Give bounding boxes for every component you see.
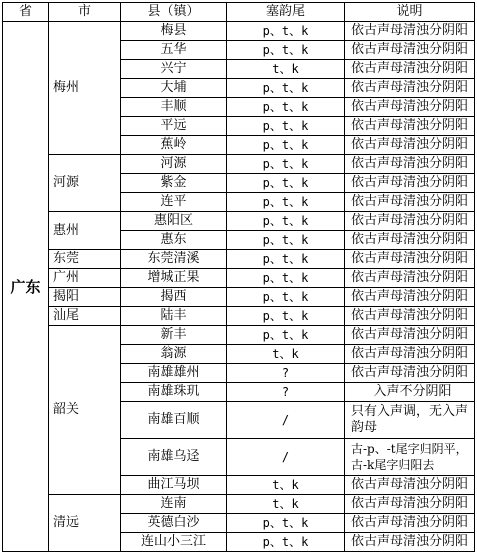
- city-cell: 揭阳: [49, 288, 121, 307]
- county-cell: 丰顺: [121, 98, 227, 117]
- county-cell: 紫金: [121, 174, 227, 193]
- coda-cell: t、k: [227, 345, 345, 364]
- note-cell: 依古声母清浊分阴阳: [345, 533, 475, 552]
- coda-cell: ?: [227, 364, 345, 383]
- coda-cell: p、t、k: [227, 174, 345, 193]
- note-cell: 只有入声调，无入声韵母: [345, 402, 475, 439]
- coda-cell: /: [227, 402, 345, 439]
- header-province: 省: [3, 3, 49, 22]
- table-row: [3, 269, 475, 288]
- county-cell: 东莞清溪: [121, 250, 227, 269]
- county-cell: 兴宁: [121, 60, 227, 79]
- note-cell: 依古声母清浊分阴阳: [345, 212, 475, 231]
- coda-cell: p、t、k: [227, 250, 345, 269]
- coda-cell: p、t、k: [227, 231, 345, 250]
- county-cell: 揭西: [121, 288, 227, 307]
- county-cell: 五华: [121, 41, 227, 60]
- table-row: [3, 212, 475, 231]
- county-cell: 陆丰: [121, 307, 227, 326]
- county-cell: 连山小三江: [121, 533, 227, 552]
- city-cell: 河源: [49, 155, 121, 212]
- coda-cell: p、t、k: [227, 307, 345, 326]
- note-cell: 入声不分阴阳: [345, 383, 475, 402]
- coda-cell: p、t、k: [227, 22, 345, 41]
- county-cell: 梅县: [121, 22, 227, 41]
- note-cell: 依古声母清浊分阴阳: [345, 495, 475, 514]
- coda-cell: p、t、k: [227, 41, 345, 60]
- note-cell: 依古声母清浊分阴阳: [345, 193, 475, 212]
- county-cell: 南雄乌迳: [121, 439, 227, 476]
- province-cell: 广东: [3, 22, 49, 552]
- note-cell: 依古声母清浊分阴阳: [345, 136, 475, 155]
- county-cell: 新丰: [121, 326, 227, 345]
- note-cell: 依古声母清浊分阴阳: [345, 117, 475, 136]
- county-cell: 曲江马坝: [121, 476, 227, 495]
- note-cell: 依古声母清浊分阴阳: [345, 22, 475, 41]
- table-row: [3, 495, 475, 514]
- county-cell: 连南: [121, 495, 227, 514]
- header-coda: 塞韵尾: [227, 3, 345, 22]
- city-cell: 东莞: [49, 250, 121, 269]
- coda-cell: p、t、k: [227, 98, 345, 117]
- note-cell: 古-p、-t尾字归阴平，古-k尾字归阳去: [345, 439, 475, 476]
- note-cell: 依古声母清浊分阴阳: [345, 307, 475, 326]
- table-row: [3, 288, 475, 307]
- county-cell: 南雄雄州: [121, 364, 227, 383]
- coda-cell: p、t、k: [227, 514, 345, 533]
- note-cell: 依古声母清浊分阴阳: [345, 79, 475, 98]
- header-row: [3, 3, 475, 22]
- coda-cell: p、t、k: [227, 212, 345, 231]
- note-cell: 依古声母清浊分阴阳: [345, 288, 475, 307]
- coda-cell: t、k: [227, 495, 345, 514]
- note-cell: 依古声母清浊分阴阳: [345, 326, 475, 345]
- note-cell: 依古声母清浊分阴阳: [345, 345, 475, 364]
- coda-cell: p、t、k: [227, 79, 345, 98]
- coda-cell: p、t、k: [227, 136, 345, 155]
- note-cell: 依古声母清浊分阴阳: [345, 60, 475, 79]
- coda-cell: t、k: [227, 476, 345, 495]
- note-cell: 依古声母清浊分阴阳: [345, 514, 475, 533]
- county-cell: 惠阳区: [121, 212, 227, 231]
- coda-cell: p、t、k: [227, 533, 345, 552]
- header-city: 市: [49, 3, 121, 22]
- note-cell: 依古声母清浊分阴阳: [345, 476, 475, 495]
- coda-cell: p、t、k: [227, 155, 345, 174]
- header-note: 说明: [345, 3, 475, 22]
- table-row: [3, 155, 475, 174]
- note-cell: 依古声母清浊分阴阳: [345, 174, 475, 193]
- county-cell: 平远: [121, 117, 227, 136]
- county-cell: 惠东: [121, 231, 227, 250]
- note-cell: 依古声母清浊分阴阳: [345, 269, 475, 288]
- city-cell: 梅州: [49, 22, 121, 155]
- coda-cell: /: [227, 439, 345, 476]
- city-cell: 清远: [49, 495, 121, 552]
- coda-cell: p、t、k: [227, 269, 345, 288]
- dialect-table: [2, 2, 475, 552]
- table-row: [3, 307, 475, 326]
- coda-cell: t、k: [227, 60, 345, 79]
- coda-cell: p、t、k: [227, 326, 345, 345]
- county-cell: 英德白沙: [121, 514, 227, 533]
- coda-cell: p、t、k: [227, 117, 345, 136]
- county-cell: 南雄百顺: [121, 402, 227, 439]
- city-cell: 惠州: [49, 212, 121, 250]
- note-cell: 依古声母清浊分阴阳: [345, 41, 475, 60]
- table-row: [3, 22, 475, 41]
- coda-cell: ?: [227, 383, 345, 402]
- city-cell: 韶关: [49, 326, 121, 495]
- county-cell: 大埔: [121, 79, 227, 98]
- coda-cell: p、t、k: [227, 193, 345, 212]
- county-cell: 增城正果: [121, 269, 227, 288]
- city-cell: 汕尾: [49, 307, 121, 326]
- table-row: [3, 250, 475, 269]
- note-cell: 依古声母清浊分阴阳: [345, 155, 475, 174]
- note-cell: 依古声母清浊分阴阳: [345, 231, 475, 250]
- coda-cell: p、t、k: [227, 288, 345, 307]
- table-row: [3, 326, 475, 345]
- note-cell: 依古声母清浊分阴阳: [345, 364, 475, 383]
- county-cell: 翁源: [121, 345, 227, 364]
- note-cell: 依古声母清浊分阴阳: [345, 250, 475, 269]
- dialect-table-wrapper: [2, 2, 475, 552]
- header-county: 县（镇）: [121, 3, 227, 22]
- county-cell: 蕉岭: [121, 136, 227, 155]
- note-cell: 依古声母清浊分阴阳: [345, 98, 475, 117]
- county-cell: 南雄珠玑: [121, 383, 227, 402]
- city-cell: 广州: [49, 269, 121, 288]
- county-cell: 河源: [121, 155, 227, 174]
- county-cell: 连平: [121, 193, 227, 212]
